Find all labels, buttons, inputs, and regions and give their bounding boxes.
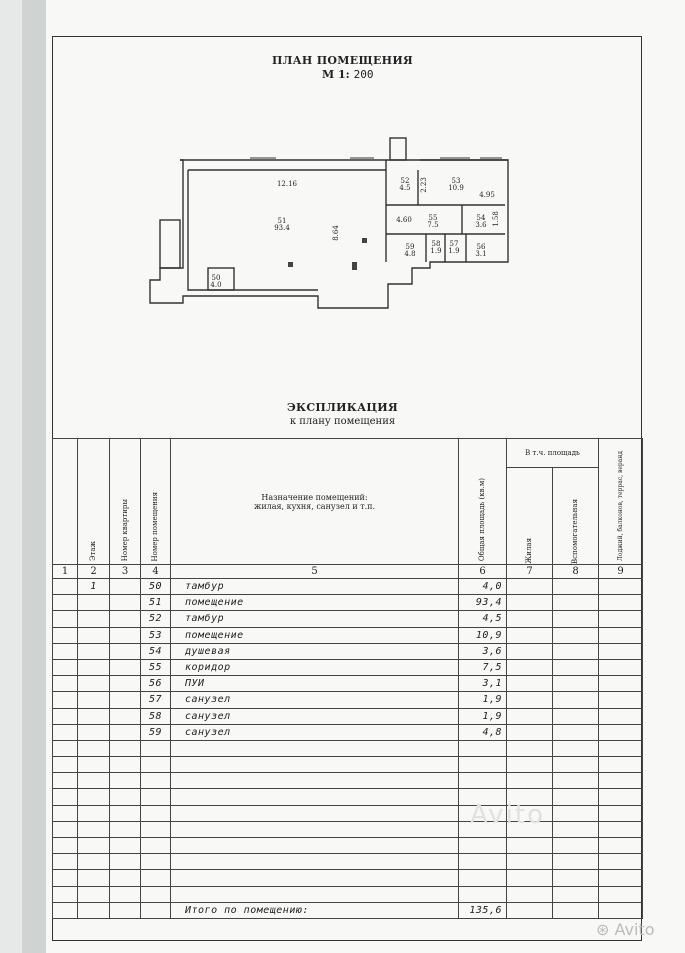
row-col1	[53, 643, 78, 659]
row-room-number: 57	[141, 692, 171, 708]
blank-cell	[78, 870, 110, 886]
row-floor	[78, 595, 110, 611]
header-incl-label: В т.ч. площадь	[507, 439, 598, 468]
column-1	[362, 238, 367, 243]
blank-row	[53, 870, 643, 886]
blank-cell	[507, 757, 553, 773]
row-auxiliary	[553, 724, 599, 740]
col-num: 3	[110, 565, 141, 579]
blank-cell	[78, 740, 110, 756]
row-total-area: 1,9	[459, 692, 507, 708]
blank-cell	[459, 886, 507, 902]
row-living	[507, 676, 553, 692]
blank-cell	[171, 805, 459, 821]
blank-cell	[53, 740, 78, 756]
table-row	[53, 692, 643, 708]
blank-cell	[53, 821, 78, 837]
room-54-area: 3.6	[475, 221, 487, 229]
row-living	[507, 579, 553, 595]
blank-row	[53, 838, 643, 854]
row-auxiliary	[553, 692, 599, 708]
blank-cell	[599, 740, 643, 756]
dim-460: 4.60	[396, 216, 412, 224]
row-total-area: 4,5	[459, 611, 507, 627]
row-total-area: 93,4	[459, 595, 507, 611]
table-row	[53, 595, 643, 611]
col-num: 1	[53, 565, 78, 579]
room-50-number: 50	[211, 274, 221, 282]
blank-cell	[110, 757, 141, 773]
row-purpose: санузел	[171, 724, 459, 740]
blank-cell	[53, 805, 78, 821]
row-apartment	[110, 595, 141, 611]
row-living	[507, 692, 553, 708]
row-room-number: 54	[141, 643, 171, 659]
blank-cell	[110, 773, 141, 789]
row-auxiliary	[553, 708, 599, 724]
blank-cell	[78, 838, 110, 854]
row-total-area: 4,0	[459, 579, 507, 595]
row-room-number: 50	[141, 579, 171, 595]
blank-row	[53, 789, 643, 805]
row-floor	[78, 708, 110, 724]
header-purpose: Назначение помещений: жилая, кухня, санузел и т.п.	[171, 439, 459, 565]
row-loggias	[599, 643, 643, 659]
blank-cell	[141, 805, 171, 821]
table-row	[53, 724, 643, 740]
blank-cell	[171, 886, 459, 902]
room-58-number: 58	[431, 240, 441, 248]
blank-row	[53, 805, 643, 821]
vestibule-top	[390, 138, 406, 160]
blank-cell	[459, 870, 507, 886]
column-2	[288, 262, 293, 267]
blank-cell	[141, 821, 171, 837]
explication-subtitle: к плану помещения	[289, 416, 396, 427]
blank-cell	[553, 805, 599, 821]
row-loggias	[599, 692, 643, 708]
blank-cell	[78, 821, 110, 837]
header-floor: Этаж	[78, 439, 110, 565]
row-col1	[53, 692, 78, 708]
room-53-area: 10.9	[448, 184, 464, 192]
blank-cell	[599, 821, 643, 837]
blank-rows	[53, 740, 643, 902]
row-total-area: 1,9	[459, 708, 507, 724]
row-col1	[53, 595, 78, 611]
room-57-area: 1.9	[448, 247, 460, 255]
row-apartment	[110, 611, 141, 627]
blank-cell	[553, 838, 599, 854]
row-total-area: 10,9	[459, 627, 507, 643]
blank-row	[53, 854, 643, 870]
blank-cell	[171, 821, 459, 837]
row-total-area: 3,1	[459, 676, 507, 692]
row-purpose: тамбур	[171, 579, 459, 595]
avito-watermark: ⊛ Avito	[596, 920, 655, 939]
row-loggias	[599, 611, 643, 627]
dim-495: 4.95	[479, 191, 495, 199]
watermark-text: Avito	[614, 920, 655, 939]
blank-cell	[171, 838, 459, 854]
row-col1	[53, 708, 78, 724]
col-num: 9	[599, 565, 643, 579]
row-room-number: 56	[141, 676, 171, 692]
row-col1	[53, 659, 78, 675]
row-room-number: 55	[141, 659, 171, 675]
row-purpose: коридор	[171, 659, 459, 675]
blank-cell	[507, 886, 553, 902]
blank-cell	[553, 821, 599, 837]
table-row	[53, 643, 643, 659]
room-51-area: 93.4	[274, 224, 290, 232]
row-auxiliary	[553, 643, 599, 659]
row-purpose: санузел	[171, 708, 459, 724]
blank-row	[53, 821, 643, 837]
blank-cell	[53, 757, 78, 773]
row-auxiliary	[553, 676, 599, 692]
table-body	[53, 579, 643, 741]
row-apartment	[110, 724, 141, 740]
blank-cell	[553, 870, 599, 886]
scale-label: М 1:	[322, 68, 350, 81]
blank-cell	[171, 740, 459, 756]
blank-cell	[78, 789, 110, 805]
row-auxiliary	[553, 595, 599, 611]
blank-cell	[599, 773, 643, 789]
row-col1	[53, 724, 78, 740]
blank-cell	[141, 789, 171, 805]
dim-158: 1.58	[492, 211, 500, 227]
total-row	[53, 902, 643, 918]
table-row	[53, 659, 643, 675]
blank-cell	[171, 870, 459, 886]
background-watermark: Avito	[470, 800, 545, 830]
table-header-row	[53, 439, 643, 565]
row-floor	[78, 692, 110, 708]
blank-cell	[507, 838, 553, 854]
blank-cell	[53, 886, 78, 902]
row-living	[507, 659, 553, 675]
blank-cell	[110, 805, 141, 821]
blank-cell	[553, 740, 599, 756]
row-total-area: 3,6	[459, 643, 507, 659]
dim-223: 2.23	[420, 177, 428, 193]
header-apartment: Номер квартиры	[110, 439, 141, 565]
row-floor	[78, 611, 110, 627]
table-row	[53, 627, 643, 643]
blank-row	[53, 757, 643, 773]
row-room-number: 52	[141, 611, 171, 627]
row-floor	[78, 724, 110, 740]
blank-cell	[599, 789, 643, 805]
blank-cell	[141, 838, 171, 854]
header-total-area: Общая площадь (кв.м)	[459, 439, 507, 565]
blank-cell	[53, 789, 78, 805]
row-auxiliary	[553, 659, 599, 675]
blank-cell	[553, 757, 599, 773]
row-apartment	[110, 708, 141, 724]
header-auxiliary: Вспомогательная	[571, 499, 579, 564]
blank-cell	[110, 854, 141, 870]
row-col1	[53, 611, 78, 627]
blank-cell	[171, 757, 459, 773]
blank-cell	[141, 740, 171, 756]
row-apartment	[110, 627, 141, 643]
row-floor	[78, 643, 110, 659]
blank-cell	[553, 773, 599, 789]
row-purpose: тамбур	[171, 611, 459, 627]
row-loggias	[599, 676, 643, 692]
blank-cell	[110, 886, 141, 902]
row-living	[507, 627, 553, 643]
blank-cell	[53, 838, 78, 854]
blank-row	[53, 886, 643, 902]
blank-cell	[171, 789, 459, 805]
row-loggias	[599, 579, 643, 595]
row-apartment	[110, 659, 141, 675]
col-num: 5	[171, 565, 459, 579]
blank-cell	[110, 789, 141, 805]
row-auxiliary	[553, 579, 599, 595]
row-floor	[78, 676, 110, 692]
blank-cell	[599, 805, 643, 821]
blank-cell	[110, 740, 141, 756]
row-total-area: 7,5	[459, 659, 507, 675]
plan-title: ПЛАН ПОМЕЩЕНИЯ	[271, 54, 414, 67]
total-label: Итого по помещению:	[171, 902, 459, 918]
blank-cell	[553, 854, 599, 870]
row-floor	[78, 659, 110, 675]
blank-cell	[141, 870, 171, 886]
side-box	[160, 220, 180, 268]
blank-cell	[459, 773, 507, 789]
room-52-area: 4.5	[399, 184, 411, 192]
row-total-area: 4,8	[459, 724, 507, 740]
blank-cell	[110, 838, 141, 854]
room-56-area: 3.1	[475, 250, 487, 258]
row-purpose: душевая	[171, 643, 459, 659]
room-53-number: 53	[451, 177, 461, 185]
row-living	[507, 595, 553, 611]
row-purpose: помещение	[171, 627, 459, 643]
col-num: 7	[507, 565, 553, 579]
blank-row	[53, 740, 643, 756]
blank-cell	[553, 789, 599, 805]
blank-cell	[141, 757, 171, 773]
row-apartment	[110, 643, 141, 659]
row-apartment	[110, 579, 141, 595]
row-loggias	[599, 708, 643, 724]
table-row	[53, 579, 643, 595]
blank-cell	[599, 870, 643, 886]
row-room-number: 59	[141, 724, 171, 740]
col-num: 2	[78, 565, 110, 579]
dim-1216: 12.16	[276, 180, 298, 188]
floor-plan	[0, 0, 685, 330]
blank-cell	[599, 838, 643, 854]
row-living	[507, 611, 553, 627]
blank-cell	[171, 773, 459, 789]
row-col1	[53, 579, 78, 595]
room-54-number: 54	[476, 214, 486, 222]
blank-cell	[78, 757, 110, 773]
row-loggias	[599, 595, 643, 611]
table-row	[53, 611, 643, 627]
row-living	[507, 708, 553, 724]
room-50-area: 4.0	[210, 281, 222, 289]
room-58-area: 1.9	[430, 247, 442, 255]
header-empty	[53, 439, 78, 565]
row-auxiliary	[553, 611, 599, 627]
row-col1	[53, 676, 78, 692]
row-loggias	[599, 627, 643, 643]
blank-cell	[599, 757, 643, 773]
blank-cell	[53, 870, 78, 886]
row-room-number: 51	[141, 595, 171, 611]
room-52-number: 52	[400, 177, 410, 185]
table-row	[53, 676, 643, 692]
blank-cell	[507, 773, 553, 789]
row-col1	[53, 627, 78, 643]
row-room-number: 58	[141, 708, 171, 724]
row-loggias	[599, 724, 643, 740]
room-59-area: 4.8	[404, 250, 416, 258]
row-living	[507, 643, 553, 659]
blank-cell	[507, 740, 553, 756]
row-room-number: 53	[141, 627, 171, 643]
row-floor	[78, 627, 110, 643]
row-purpose: помещение	[171, 595, 459, 611]
header-living: Жилая	[525, 538, 533, 564]
room-55-number: 55	[428, 214, 438, 222]
blank-cell	[553, 886, 599, 902]
column-3	[352, 262, 357, 270]
blank-cell	[459, 854, 507, 870]
scale-value: 200	[353, 68, 374, 81]
room-51-number: 51	[277, 217, 287, 225]
explication-table	[52, 438, 643, 919]
header-incl-group	[507, 439, 599, 565]
explication-title: ЭКСПЛИКАЦИЯ	[286, 401, 398, 414]
blank-cell	[599, 886, 643, 902]
blank-cell	[141, 854, 171, 870]
blank-cell	[53, 854, 78, 870]
blank-cell	[110, 870, 141, 886]
row-auxiliary	[553, 627, 599, 643]
room-57-number: 57	[449, 240, 459, 248]
blank-cell	[141, 886, 171, 902]
col-num: 8	[553, 565, 599, 579]
blank-cell	[459, 757, 507, 773]
header-room: Номер помещения	[141, 439, 171, 565]
room-59-number: 59	[405, 243, 415, 251]
room-56-number: 56	[476, 243, 486, 251]
blank-cell	[507, 870, 553, 886]
blank-cell	[110, 821, 141, 837]
blank-cell	[78, 773, 110, 789]
blank-cell	[53, 773, 78, 789]
blank-cell	[171, 854, 459, 870]
blank-cell	[141, 773, 171, 789]
row-loggias	[599, 659, 643, 675]
blank-cell	[507, 854, 553, 870]
col-num: 4	[141, 565, 171, 579]
header-loggias: Лоджий, балконов, террас, веранд	[599, 439, 643, 565]
blank-cell	[459, 740, 507, 756]
row-floor: 1	[78, 579, 110, 595]
table-row	[53, 708, 643, 724]
blank-cell	[78, 854, 110, 870]
total-value: 135,6	[459, 902, 507, 918]
row-purpose: санузел	[171, 692, 459, 708]
row-apartment	[110, 676, 141, 692]
blank-cell	[459, 838, 507, 854]
row-living	[507, 724, 553, 740]
column-number-row	[53, 565, 643, 579]
blank-cell	[78, 805, 110, 821]
blank-cell	[78, 886, 110, 902]
row-apartment	[110, 692, 141, 708]
blank-row	[53, 773, 643, 789]
blank-cell	[599, 854, 643, 870]
room-55-area: 7.5	[427, 221, 439, 229]
col-num: 6	[459, 565, 507, 579]
dim-864: 8.64	[332, 225, 340, 241]
row-purpose: ПУИ	[171, 676, 459, 692]
